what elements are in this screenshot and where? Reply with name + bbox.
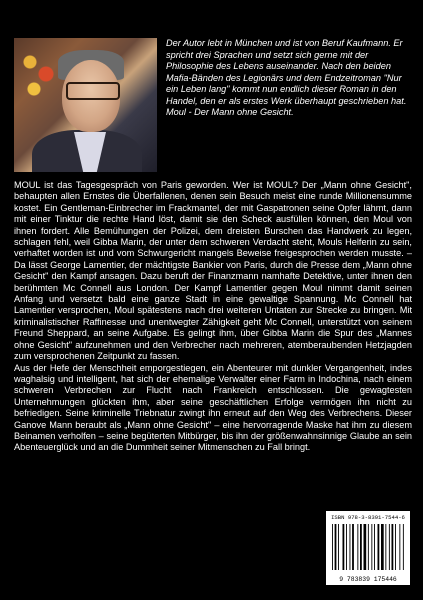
author-glasses xyxy=(66,82,120,100)
barcode-digits: 9 783839 175446 xyxy=(339,576,397,583)
description-paragraph-2: Aus der Hefe der Menschheit emporgestiegen, ein Abenteurer mit dunkler Vergangenheit, indes waghalsig und intelligent, hat sich der ehemalige Verwalter einer Farm in Indochina, nach einem schweren Verbrechen zur Flucht nach Frankreich entschlossen. Die gewagtesten Unternehmungen glückten ihm, aber seine geschäftlichen Erfolge vermögen ihn nicht zu befriedigen. Seine kriminelle Triebnatur zwingt ihn erneut auf den Weg des Verbrechens. Dieser Ganove Mann beraubt als „Mann ohne Gesicht" – eine hervorragende Maske hat ihm zu diesem Beinamen verholfen – seine begüterten Mitbürger, bis ihn der größenwahnsinnige Glaube an sein Abenteuerglück und an die Dummheit seiner Mitmenschen zu Fall bringt. xyxy=(14,362,412,453)
barcode-bars xyxy=(332,524,404,570)
flowers-decoration xyxy=(18,44,58,104)
description-paragraph-1: MOUL ist das Tagesgespräch von Paris geworden. Wer ist MOUL? Der „Mann ohne Gesicht", behaupten allen Ernstes die Überfallenen, denen sein Besuch meist eine runde Millionensumme kostet. Ein Gentleman-Einbrecher im Frackmantel, der mit Gaspatronen seine Opfer lähmt, dann mit einer Tinktur die rechte Hand löst, damit sie den Scheck ausfüllen können, den Moul von ihnen fordert. Alle Bemühungen der Polizei, dem dreisten Burschen das Handwerk zu legen, schlagen fehl, weil Gibba Marin, der unter dem schweren Verdacht steht, Mouls Helferin zu sein, verhaftet worden ist und vom Schwurgericht mangels Beweise freigesprochen werden musste. – Da lässt George Lamentier, der mächtigste Bankier von Paris, durch die Presse dem „Mann ohne Gesicht" den Kampf ansagen. Dazu beruft der Finanzmann namhafte Detektive, unter ihnen den berühmten Mc Connell aus London. Der Kampf Lamentier gegen Moul nimmt damit seinen Anfang und versetzt bald eine ganze Stadt in eine gewaltige Spannung. Mc Connell hat Lamentier versprochen, Moul spätestens nach drei weiteren Untaten zur Strecke zu bringen. Mit kriminalistischer Raffinesse und unentwegter Zähigkeit geht Mc Connell, unterstützt von seinem Freund Sheppard, an seine Aufgabe. Es gelingt ihm, über Gibba Marin die Spur des „Mannes ohne Gesicht" aufzunehmen und den Verbrecher nach mehreren, atemberaubenden Hetzjagden zum versprochenen Zeitpunkt zu fassen. xyxy=(14,180,412,362)
book-description xyxy=(14,180,412,454)
author-bio: Der Autor lebt in München und ist von Beruf Kaufmann. Er spricht drei Sprachen und setzt sich gerne mit der Philosophie des Lebens auseinander. Nach den beiden Mafia-Bänden des Legionärs und dem Endzeitroman "Nur ein Leben lang" kommt nun endlich dieser Roman in den Handel, den er als erstes Werk überhaupt geschrieben hat. Moul - Der Mann ohne Gesicht. xyxy=(166,38,407,117)
isbn-label: ISBN 978-3-8391-7544-6 xyxy=(331,514,405,521)
isbn-barcode xyxy=(326,511,410,585)
author-photo xyxy=(14,38,157,172)
